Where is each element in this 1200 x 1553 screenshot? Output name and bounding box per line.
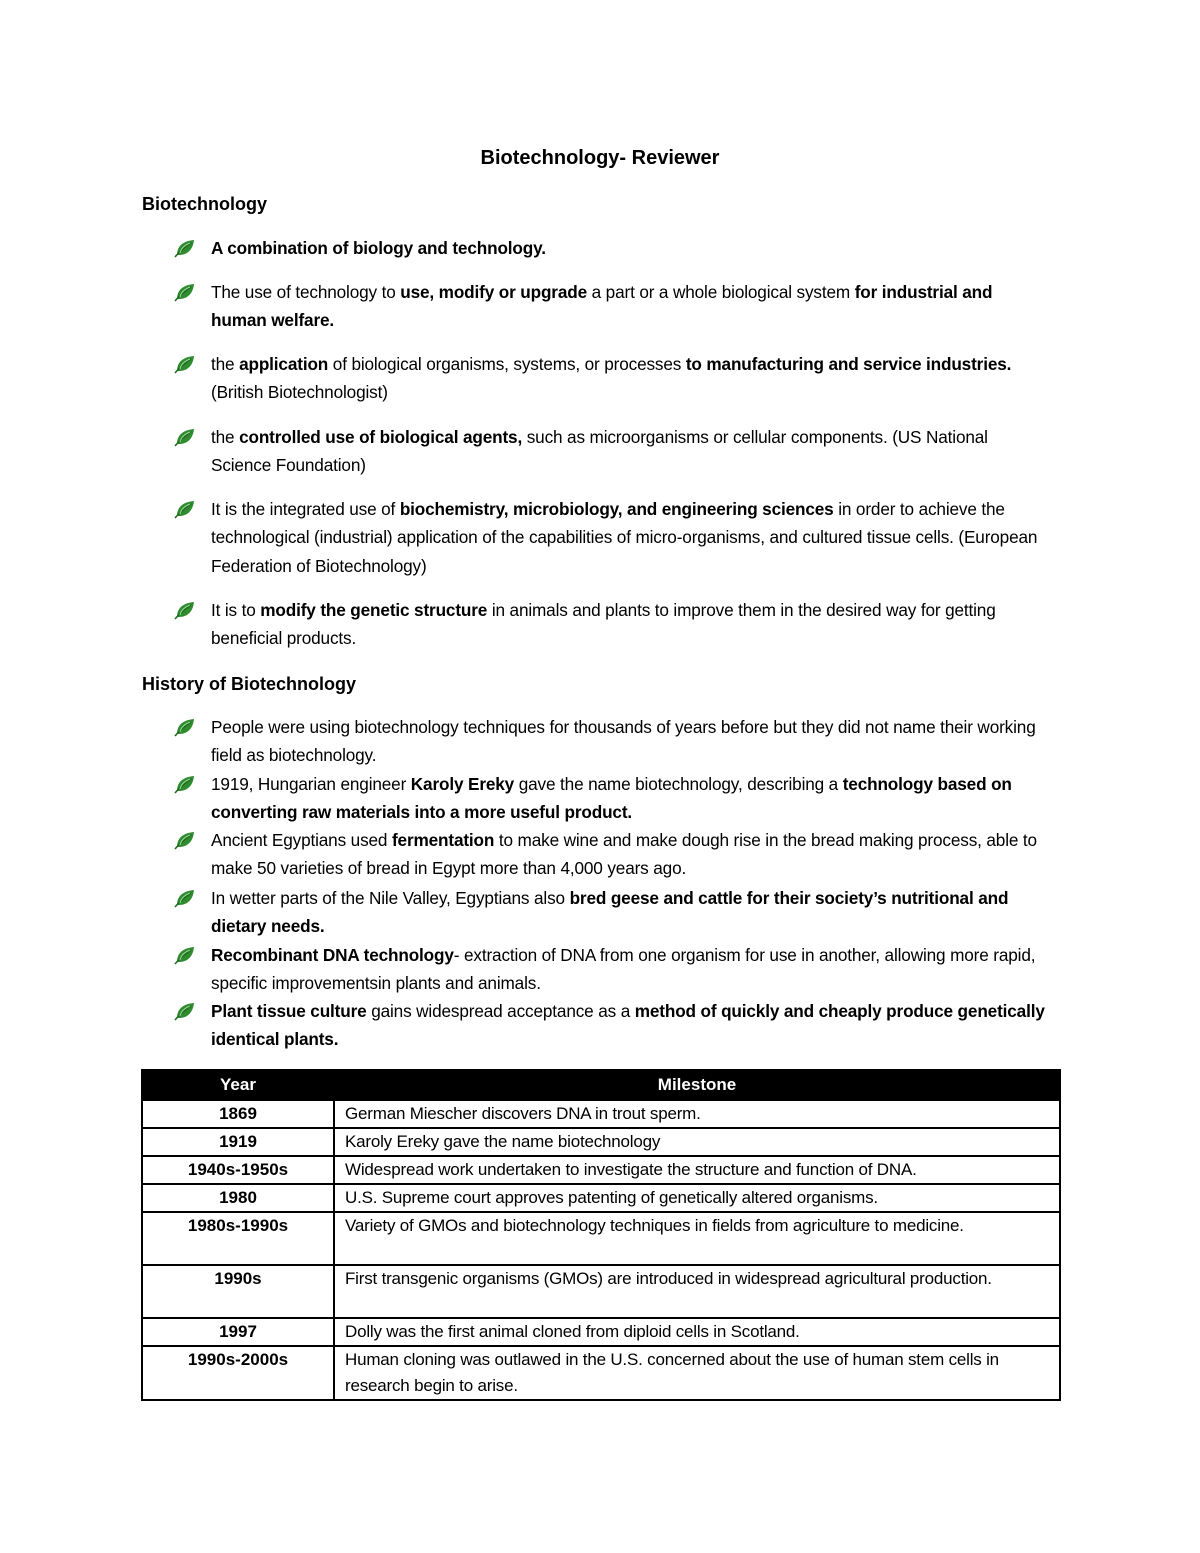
bullet-text-segment: gave the name biotechnology, describing a (514, 774, 843, 794)
bullet-text-segment: in order to achieve the technological (industrial) application of the capabilities of micro-organisms, and cultured tissue cells. (European Federation of Biotechnology) (211, 499, 1038, 576)
year-cell: 1997 (142, 1318, 334, 1346)
bullet-text-segment: a part or a whole biological system (587, 282, 855, 302)
milestone-cell: Widespread work undertaken to investigate the structure and function of DNA. (334, 1156, 1060, 1184)
milestone-cell: German Miescher discovers DNA in trout sperm. (334, 1100, 1060, 1128)
table-row (142, 1212, 1060, 1265)
milestone-cell: Human cloning was outlawed in the U.S. concerned about the use of human stem cells in research begin to arise. (334, 1346, 1060, 1400)
bullet-text-segment: technology based on converting raw materials into a more useful product. (211, 774, 1012, 823)
table-row (142, 1156, 1060, 1184)
bullet-item (211, 423, 1051, 480)
green-leaf-icon (174, 238, 196, 258)
header-milestone: Milestone (334, 1070, 1060, 1100)
bullet-text-segment: application (239, 354, 329, 374)
bullet-text-segment: the (211, 354, 240, 374)
bullet-text-segment: bred geese and cattle for their society’s nutritional and dietary needs. (211, 888, 1009, 937)
bullet-text-segment: (British Biotechnologist) (211, 382, 388, 403)
table-row (142, 1128, 1060, 1156)
milestone-cell: U.S. Supreme court approves patenting of genetically altered organisms. (334, 1184, 1060, 1212)
year-cell: 1919 (142, 1128, 334, 1156)
bullet-item (211, 884, 1051, 941)
green-leaf-icon (174, 600, 196, 620)
bullet-text-segment: use, modify or upgrade (400, 282, 588, 302)
bullet-text-segment: modify the genetic structure (260, 600, 488, 620)
bullet-item (211, 826, 1051, 883)
green-leaf-icon (174, 499, 196, 519)
page-title: Biotechnology- Reviewer (480, 147, 720, 169)
bullet-item (211, 350, 1051, 407)
bullet-text-segment: It is to (211, 600, 261, 620)
bullet-text-segment: biochemistry, microbiology, and engineering sciences (399, 499, 834, 519)
bullet-text-segment: In wetter parts of the Nile Valley, Egyptians also (211, 888, 570, 908)
bullet-text-segment: gains widespread acceptance as a (366, 1001, 635, 1021)
bullet-item (211, 278, 1051, 335)
green-leaf-icon (174, 774, 196, 794)
bullet-text-segment: Ancient Egyptians used (211, 830, 392, 850)
bullet-text-segment: Recombinant DNA technology (211, 945, 454, 965)
green-leaf-icon (174, 945, 196, 965)
green-leaf-icon (174, 282, 196, 302)
milestone-table (141, 1069, 1061, 1401)
bullet-item (211, 234, 1051, 262)
year-cell: 1990s-2000s (142, 1346, 334, 1400)
milestone-cell: Variety of GMOs and biotechnology techniques in fields from agriculture to medicine. (334, 1212, 1060, 1265)
year-cell: 1980s-1990s (142, 1212, 334, 1265)
green-leaf-icon (174, 830, 196, 850)
year-cell: 1940s-1950s (142, 1156, 334, 1184)
table-row (142, 1100, 1060, 1128)
bullet-text-segment: in animals and plants to improve them in the desired way for getting beneficial products. (211, 600, 996, 649)
milestone-cell: Dolly was the first animal cloned from diploid cells in Scotland. (334, 1318, 1060, 1346)
bullet-text-segment: A combination of biology and technology. (211, 238, 546, 258)
year-cell: 1990s (142, 1265, 334, 1318)
bullet-text-segment: such as microorganisms or cellular components. (US National Science Foundation) (211, 427, 988, 476)
year-cell: 1980 (142, 1184, 334, 1212)
table-row (142, 1318, 1060, 1346)
bullet-text-segment: fermentation (391, 830, 495, 850)
bullet-text-segment: - extraction of DNA from one organism for use in another, allowing more rapid, specific improvementsin plants and animals. (211, 945, 1036, 994)
milestone-cell: Karoly Ereky gave the name biotechnology (334, 1128, 1060, 1156)
table-row (142, 1346, 1060, 1400)
table-row (142, 1184, 1060, 1212)
bullet-text-segment: Karoly Ereky (410, 774, 515, 794)
bullet-text-segment: It is the integrated use of (211, 499, 400, 519)
bullet-text-segment: People were using biotechnology techniques for thousands of years before but they did not name their working field as biotechnology. (211, 717, 1036, 766)
table-row (142, 1265, 1060, 1318)
bullet-item (211, 495, 1051, 580)
year-cell: 1869 (142, 1100, 334, 1128)
bullet-text-segment: The use of technology to (211, 282, 401, 302)
bullet-text-segment: method of quickly and cheaply produce genetically identical plants. (211, 1001, 1045, 1050)
bullet-item (211, 997, 1051, 1054)
green-leaf-icon (174, 888, 196, 908)
table-header-row (142, 1070, 1060, 1100)
bullet-item (211, 596, 1051, 653)
bullet-text-segment: controlled use of biological agents, (239, 427, 523, 447)
bullet-text-segment: for industrial and human welfare. (211, 282, 993, 331)
section-heading-biotechnology: Biotechnology (142, 194, 267, 214)
bullet-text-segment: Plant tissue culture (211, 1001, 367, 1021)
green-leaf-icon (174, 717, 196, 737)
header-year: Year (142, 1070, 334, 1100)
bullet-text-segment: to manufacturing and service industries. (685, 354, 1012, 374)
bullet-text-segment: the (211, 427, 240, 447)
bullet-text-segment: of biological organisms, systems, or processes (328, 354, 686, 374)
bullet-item (211, 770, 1051, 827)
bullet-text-segment: 1919, Hungarian engineer (211, 774, 411, 794)
milestone-cell: First transgenic organisms (GMOs) are introduced in widespread agricultural production. (334, 1265, 1060, 1318)
section-heading-history: History of Biotechnology (142, 674, 357, 694)
green-leaf-icon (174, 354, 196, 374)
bullet-item (211, 713, 1051, 770)
bullet-item (211, 941, 1051, 998)
green-leaf-icon (174, 427, 196, 447)
bullet-text-segment: to make wine and make dough rise in the bread making process, able to make 50 varieties of bread in Egypt more than 4,000 years ago. (211, 830, 1037, 879)
green-leaf-icon (174, 1001, 196, 1021)
